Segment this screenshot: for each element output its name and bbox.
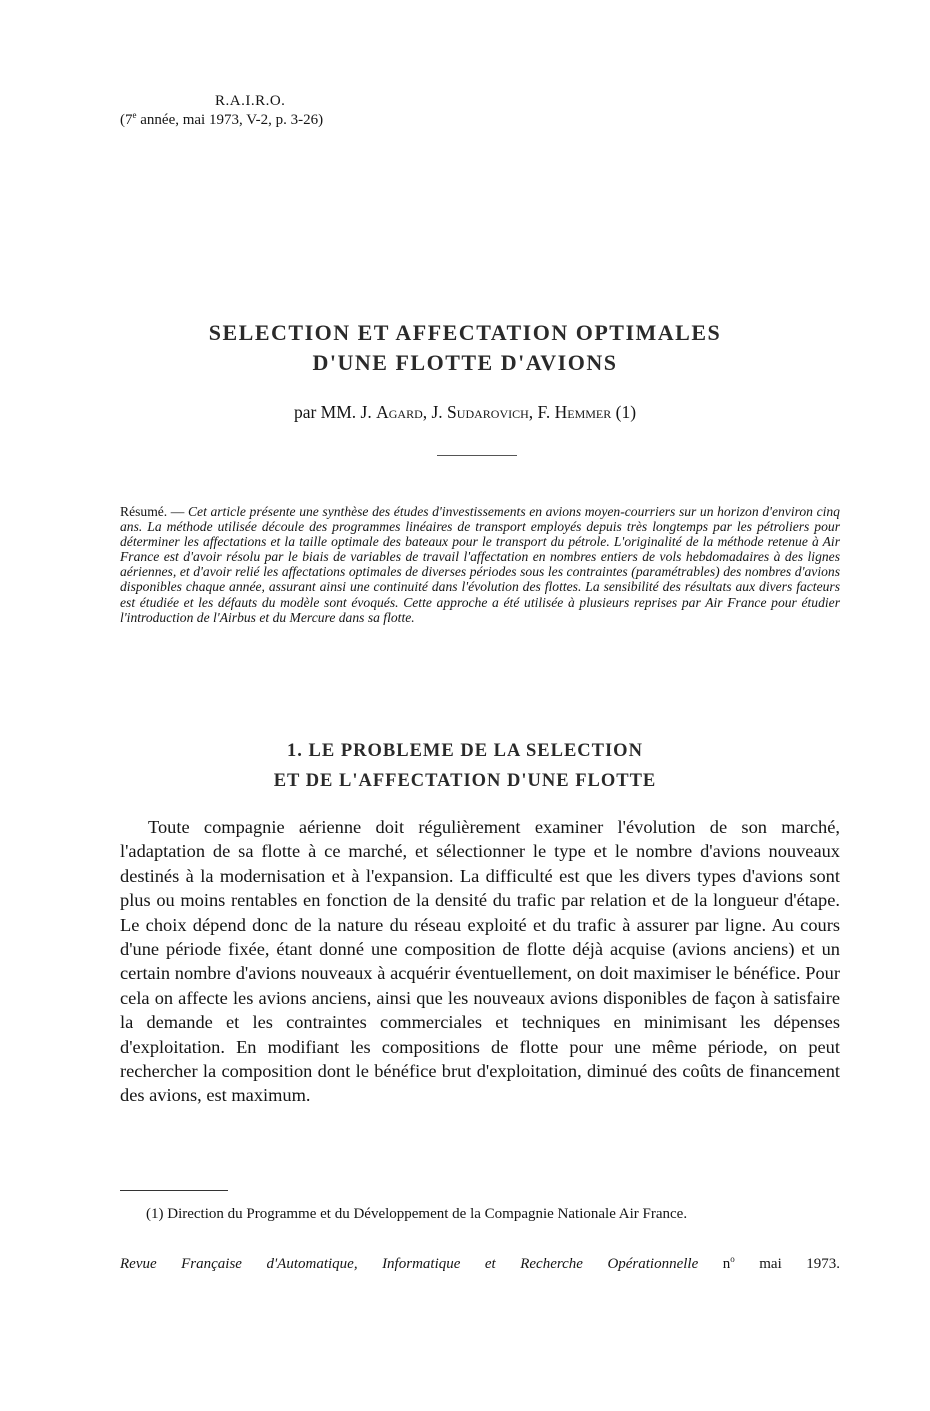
- footnote-marker: (1): [146, 1206, 164, 1222]
- author-hemmer: Hemmer: [554, 402, 612, 422]
- issue-rest: année, mai 1973, V-2, p. 3-26): [136, 112, 324, 128]
- abstract-label: Résumé. —: [120, 504, 188, 519]
- journal-header: [120, 92, 323, 130]
- issue-number-label: n: [722, 1256, 731, 1272]
- author-agard: Agard: [376, 402, 423, 422]
- authors-sep-1: , J.: [422, 402, 448, 422]
- running-footer: [120, 1255, 840, 1274]
- title-line-1: SELECTION ET AFFECTATION OPTIMALES: [208, 320, 722, 345]
- authors-sep-2: , F.: [528, 402, 555, 422]
- issue-info: [120, 111, 323, 130]
- issue-date: mai 1973.: [734, 1256, 841, 1272]
- section-heading-line-1: 1. LE PROBLEME DE LA SELECTION: [287, 741, 643, 761]
- footnote-rule: [120, 1190, 228, 1191]
- authors-prefix: par MM. J.: [293, 402, 377, 422]
- issue-open: (7: [120, 112, 133, 128]
- footnote-text: Direction du Programme et du Développement de la Compagnie Nationale Air France.: [163, 1206, 688, 1222]
- body-paragraph: Toute compagnie aérienne doit régulièrement examiner l'évolution de son marché, l'adaptation de sa flotte à ce marché, et sélectionner le type et le nombre d'avions nouveaux destinés à la modernisation et à l'expansion. La difficulté est que les divers types d'avions sont plus ou moins rentables en fonction de la densité du trafic par relation et de la longueur d'étape. Le choix dépend donc de la nature du réseau exploité et du trafic à assurer par ligne. Au cours d'une période fixée, étant donné une composition de flotte déjà acquise (avions anciens) et un certain nombre d'avions nouveaux à acquérir éventuellement, on doit maximiser le bénéfice. Pour cela on affecte les avions anciens, ainsi que les nouveaux avions disponibles de façon à satisfaire la demande et les contraintes commerciales et techniques en minimisant les dépenses d'exploitation. En modifiant les compositions de flotte pour une même période, on peut rechercher la composition dont le bénéfice brut d'exploitation, diminué des coûts de financement des avions, est maximum.: [120, 817, 840, 1106]
- footnote: [120, 1206, 840, 1223]
- journal-name: Revue Française d'Automatique, Informatique et Recherche Opérationnelle: [120, 1256, 699, 1272]
- journal-abbrev: R.A.I.R.O.: [215, 93, 286, 109]
- abstract: [120, 504, 840, 625]
- author-sudarovich: Sudarovich: [447, 402, 529, 422]
- abstract-text: Cet article présente une synthèse des études d'investissements en avions moyen-courriers sur un horizon d'environ cinq ans. La méthode utilisée découle des programmes linéaires de transport employés depuis très longtemps par les pétroliers pour déterminer les affectations et la taille optimale des bateaux pour le transport du pétrole. L'originalité de la méthode retenue à Air France est d'avoir résolu par le biais de variables de travail l'affectation en nombres entiers de vols hebdomadaires à des lignes aériennes, et d'avoir relié les affectations optimales de diverses périodes sous les contraintes (paramétrables) des nombres d'avions disponibles chaque année, assurant ainsi une continuité dans l'évolution des flottes. La sensibilité des résultats aux divers facteurs est étudiée et les défauts du modèle sont évoqués. Cette approche a été utilisée à plusieurs reprises par Air France pour étudier l'introduction de l'Airbus et du Mercure dans sa flotte.: [120, 504, 840, 625]
- section-heading-line-2: ET DE L'AFFECTATION D'UNE FLOTTE: [273, 771, 657, 791]
- section-heading: [0, 736, 930, 796]
- author-line: [0, 400, 930, 424]
- author-footnote-ref: (1): [611, 402, 637, 422]
- paper-title: [0, 318, 930, 378]
- title-divider: [437, 455, 517, 456]
- issue-number-sup: o: [730, 1254, 735, 1264]
- title-line-2: D'UNE FLOTTE D'AVIONS: [312, 350, 618, 375]
- issue-sup: e: [132, 110, 137, 120]
